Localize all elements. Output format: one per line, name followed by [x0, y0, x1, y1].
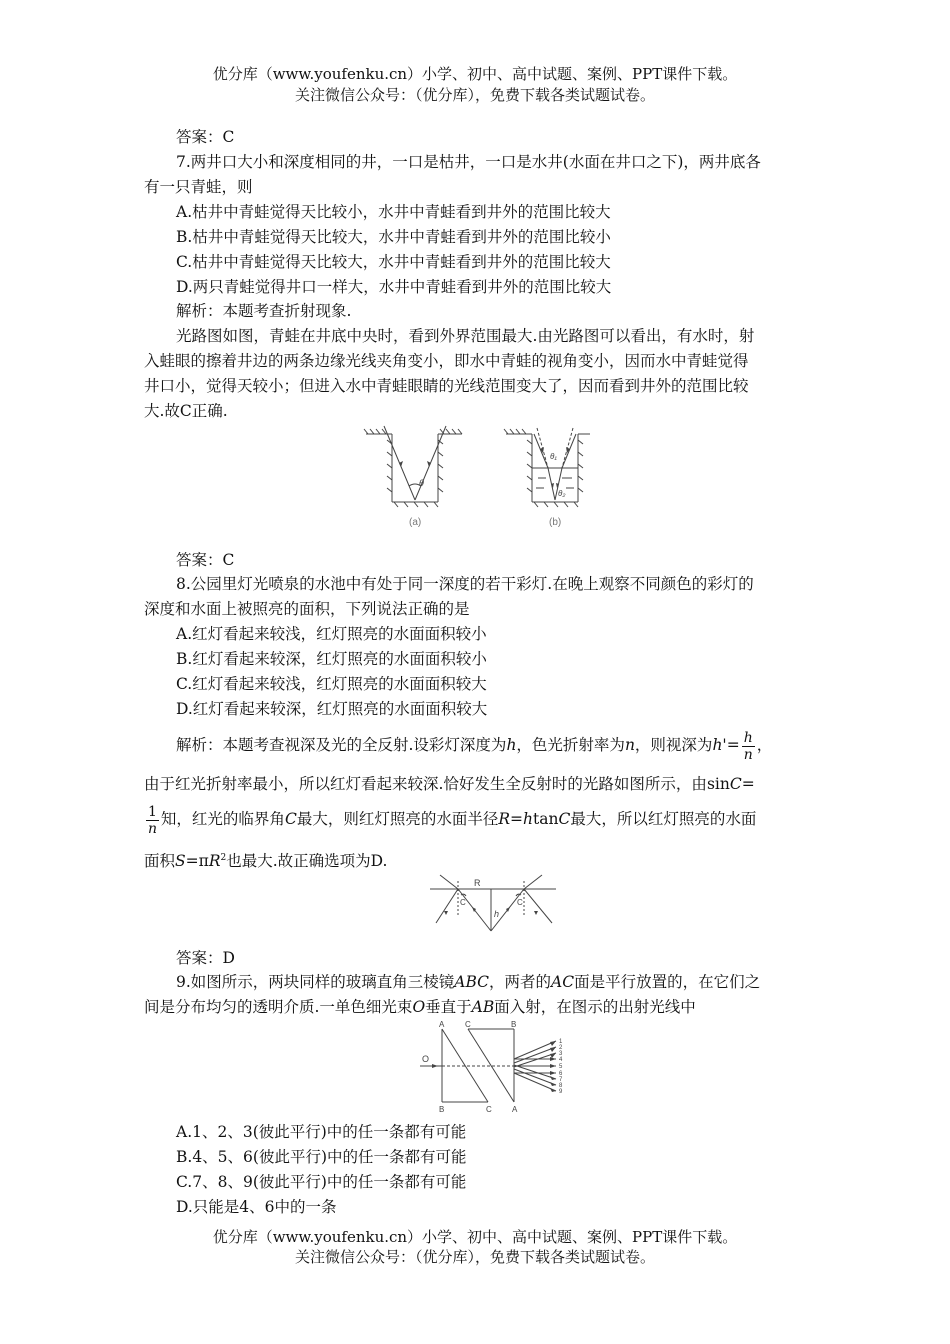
- q7-analysis-4: 井口小，觉得天较小；但进入水中青蛙眼睛的光线范围变大了，因而看到井外的范围比较: [144, 377, 749, 395]
- q9-stem-AB: AB: [471, 998, 495, 1016]
- fig-R: R: [474, 878, 481, 888]
- fig-C-left: C: [460, 898, 466, 907]
- q8-an3-frac-den: n: [147, 820, 157, 837]
- q7-stem-2: 有一只青蛙，则: [144, 178, 253, 196]
- q7-analysis-3: 入蛙眼的擦着井边的两条边缘光线夹角变小，即水中青蛙的视角变小，因而水中青蛙觉得: [144, 352, 749, 370]
- q7-option-a: A.枯井中青蛙觉得天比较小，水井中青蛙看到井外的范围比较大: [176, 203, 611, 221]
- ray-label: 1: [559, 1039, 563, 1045]
- q9-stem-2-a: 间是分布均匀的透明介质.一单色细光束: [144, 998, 413, 1016]
- q8-an2-C: C: [729, 775, 742, 793]
- q7-option-c: C.枯井中青蛙觉得天比较大，水井中青蛙看到井外的范围比较大: [176, 253, 611, 271]
- q8-an1-text-a: 解析：本题考查视深及光的全反射.设彩灯深度为: [176, 736, 507, 754]
- q9-option-b: B.4、5、6(彼此平行)中的任一条都有可能: [176, 1148, 467, 1166]
- q8-stem-1: 8.公园里灯光喷泉的水池中有处于同一深度的若干彩灯.在晚上观察不同颜色的彩灯的: [176, 575, 754, 593]
- q9-option-a: A.1、2、3(彼此平行)中的任一条都有可能: [176, 1123, 467, 1141]
- q8-an1-text-c: ，则视深为: [634, 736, 713, 754]
- fig-theta-a: θ: [419, 478, 424, 488]
- ray-label: 2: [559, 1045, 563, 1051]
- q8-option-d: D.红灯看起来较深，红灯照亮的水面面积较大: [176, 700, 488, 718]
- q8-stem-2: 深度和水面上被照亮的面积，下列说法正确的是: [144, 600, 470, 618]
- ray-label: 5: [559, 1064, 563, 1070]
- q8-an1-hprime: h': [712, 736, 727, 754]
- fig-O: O: [422, 1054, 430, 1064]
- q9-stem-1-a: 9.如图所示，两块同样的玻璃直角三棱镜: [176, 973, 455, 991]
- answer-prev: 答案：C: [176, 128, 235, 146]
- q8-an4-text-b: 也最大.故正确选项为D.: [226, 852, 388, 871]
- q8-an1-fraction: [742, 730, 755, 763]
- fig-theta2-b: θ₂: [558, 489, 566, 498]
- footer-line-1: 优分库（www.youfenku.cn）小学、初中、高中试题、案例、PPT课件下载。: [212, 1228, 738, 1246]
- q8-an3-R: R: [498, 810, 510, 828]
- q7-analysis-1: 解析：本题考查折射现象.: [176, 302, 352, 320]
- fig-B-left: B: [439, 1105, 445, 1114]
- fig-A-right: A: [512, 1105, 518, 1114]
- q8-an1-frac-num: h: [743, 729, 753, 746]
- q8-an4-sup: 2: [220, 853, 227, 863]
- ray-label: 9: [559, 1089, 563, 1095]
- q7-option-d: D.两只青蛙觉得井口一样大，水井中青蛙看到井外的范围比较大: [176, 278, 612, 296]
- ray-label: 8: [559, 1083, 563, 1089]
- q8-an3-eq: =: [510, 810, 523, 828]
- q8-an1-frac-den: n: [743, 746, 753, 763]
- q8-an3-tan: tan: [532, 810, 559, 828]
- q7-stem-1: 7.两井口大小和深度相同的井，一口是枯井，一口是水井(水面在井口之下)，两井底各: [176, 153, 761, 171]
- fig-theta1-b: θ₁: [550, 452, 557, 461]
- q8-an3-h: h: [523, 810, 533, 828]
- q8-option-b: B.红灯看起来较深，红灯照亮的水面面积较小: [176, 650, 487, 668]
- q8-an1-eq: =: [726, 736, 740, 754]
- ray-label: 7: [559, 1077, 563, 1083]
- q9-stem-AC: AC: [551, 973, 575, 991]
- q8-option-a: A.红灯看起来较浅，红灯照亮的水面面积较小: [176, 625, 487, 643]
- q8-answer: 答案：D: [176, 949, 235, 967]
- q8-an3-C2: C: [558, 810, 571, 828]
- q9-stem-2: [144, 996, 696, 1018]
- q7-analysis-5: 大.故C正确.: [144, 402, 228, 420]
- fig-C-right: C: [517, 898, 523, 907]
- fig-ray-numbers: [559, 1039, 563, 1095]
- q7-analysis-2: 光路图如图，青蛙在井底中央时，看到外界范围最大.由光路图可以看出，有水时，射: [176, 327, 755, 345]
- q8-an2-eq: =: [741, 775, 755, 793]
- fig-C-right: C: [465, 1020, 471, 1029]
- q8-analysis-3: [144, 797, 756, 841]
- q8-an3-text-b: 最大，则红灯照亮的水面半径: [296, 810, 499, 828]
- ray-label: 3: [559, 1051, 563, 1057]
- fig-h: h: [494, 909, 500, 919]
- q8-an1-h: h: [506, 736, 517, 754]
- q8-an2-sin: sin: [706, 775, 730, 793]
- q9-stem-1-c: 面是平行放置的，在它们之: [574, 973, 761, 991]
- ray-label: 6: [559, 1071, 563, 1077]
- q8-an1-n: n: [624, 736, 635, 754]
- q9-stem-O: O: [412, 998, 426, 1016]
- q8-analysis-2: [144, 773, 755, 795]
- q8-an3-C: C: [284, 810, 297, 828]
- q8-analysis-4: [144, 847, 387, 872]
- footer-line-2: 关注微信公众号：（优分库），免费下载各类试题试卷。: [294, 1248, 655, 1266]
- q8-an1-end: ，: [756, 736, 773, 754]
- q8-an4-eq: =π: [185, 852, 209, 871]
- q8-an4-R: R: [208, 852, 221, 871]
- q8-an3-text-c: 最大，所以红灯照亮的水面: [570, 810, 757, 828]
- q9-option-c: C.7、8、9(彼此平行)中的任一条都有可能: [176, 1173, 467, 1191]
- fig-B-right: B: [511, 1020, 517, 1029]
- header-line-2: 关注微信公众号：（优分库），免费下载各类试题试卷。: [294, 86, 655, 104]
- q7-option-b: B.枯井中青蛙觉得天比较大，水井中青蛙看到井外的范围比较小: [176, 228, 611, 246]
- fountain-figure: [428, 873, 558, 935]
- well-figure: [362, 424, 592, 536]
- q9-stem-1-b: ，两者的: [489, 973, 552, 991]
- q8-an4-S: S: [175, 852, 186, 871]
- q9-option-d: D.只能是4、6中的一条: [176, 1198, 337, 1216]
- q8-an3-frac-num: 1: [148, 803, 157, 820]
- q8-option-c: C.红灯看起来较浅，红灯照亮的水面面积较大: [176, 675, 487, 693]
- ray-label: 4: [559, 1057, 563, 1063]
- q8-an3-text-a: 知，红光的临界角: [160, 810, 285, 828]
- q8-an3-fraction: [146, 804, 159, 837]
- q8-analysis-1: [176, 725, 772, 765]
- q8-an4-text-a: 面积: [144, 852, 176, 871]
- q9-stem-ABC: ABC: [454, 973, 490, 991]
- prism-figure: [416, 1019, 576, 1119]
- q9-stem-2-c: 面入射，在图示的出射光线中: [494, 998, 696, 1016]
- fig-A-left: A: [439, 1020, 445, 1029]
- fig-C-left: C: [486, 1105, 492, 1114]
- q7-answer: 答案：C: [176, 551, 235, 569]
- fig-label-b: (b): [549, 517, 562, 528]
- q8-an2-text: 由于红光折射率最小，所以红灯看起来较深.恰好发生全反射时的光路如图所示，由: [144, 775, 707, 793]
- q9-stem-2-b: 垂直于: [425, 998, 472, 1016]
- fig-label-a: (a): [409, 517, 422, 528]
- q8-an1-text-b: ，色光折射率为: [516, 736, 625, 754]
- header-line-1: 优分库（www.youfenku.cn）小学、初中、高中试题、案例、PPT课件下载。: [212, 65, 738, 83]
- q9-stem-1: [176, 971, 760, 993]
